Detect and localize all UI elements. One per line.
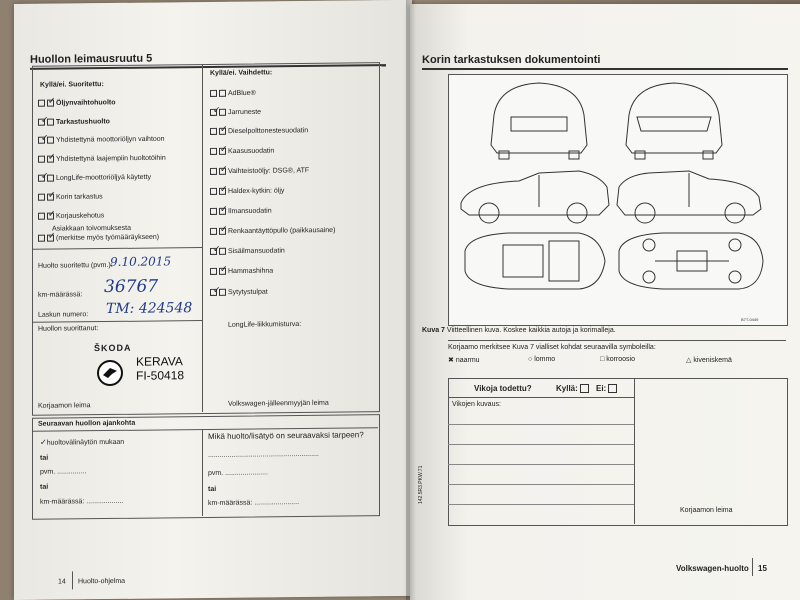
stamp-city: KERAVA — [136, 354, 183, 369]
description-line[interactable] — [448, 484, 634, 485]
checklist-item[interactable]: Sytytystulpat — [210, 288, 268, 296]
col2-header: Kyllä/ei. Vaihdettu: — [210, 69, 273, 77]
right-page-title: Korin tarkastuksen dokumentointi — [422, 54, 601, 66]
checkmark: ✓ — [213, 285, 221, 296]
description-line[interactable] — [448, 464, 634, 465]
figure-caption: Kuva 7 Viitteellinen kuva. Koskee kaikkia autoja ja korimalleja. — [422, 327, 616, 334]
checkmark: ✓ — [48, 231, 56, 242]
checkmark: ✓ — [213, 244, 221, 255]
performer-label: Huollon suorittanut: — [38, 325, 99, 333]
footer-brand: Volkswagen-huolto — [676, 564, 749, 573]
checklist-item[interactable]: Vaihteistoöljy: DSG®, ATF — [210, 167, 309, 175]
figure-code: B7T-0449 — [741, 317, 759, 322]
title-rule — [422, 68, 788, 70]
divider — [448, 397, 634, 398]
legend-stone-chip: △ kiveniskemä — [686, 357, 732, 364]
checklist-item[interactable]: Sisäilmansuodatin — [210, 247, 285, 255]
checklist-item[interactable]: (merkitse myös työmääräykseen) — [38, 233, 159, 242]
checkmark: ✓ — [220, 184, 228, 195]
checklist-item[interactable]: Yhdistettynä laajempiin huoltotöihin — [38, 154, 166, 163]
checklist-item[interactable]: Dieselpolttonestesuodatin — [210, 127, 308, 135]
page-number: 14 — [58, 578, 66, 586]
instruction: Korjaamo merkitsee Kuva 7 vialliset kohdat seuraavilla symboleilla: — [448, 344, 656, 351]
checkmark: ✓ — [220, 144, 228, 155]
no-option[interactable]: Ei: — [596, 384, 619, 393]
left-page-title: Huollon leimausruutu 5 — [30, 52, 153, 66]
car-diagram — [448, 74, 788, 326]
skoda-wordmark: ŠKODA — [94, 342, 132, 354]
skoda-logo-icon — [96, 359, 124, 387]
checklist-item[interactable]: Korin tarkastus — [38, 193, 103, 201]
service-date-value: 9.10.2015 — [110, 254, 172, 269]
description-line[interactable] — [448, 504, 634, 505]
checklist-item[interactable]: Asiakkaan toivomuksesta — [52, 224, 131, 233]
km-value: 36767 — [104, 276, 159, 298]
checkmark: ✓ — [41, 115, 49, 126]
next-service-title: Seuraavan huollon ajankohta — [38, 419, 136, 428]
next-dots: ......................................................... — [208, 450, 319, 459]
col1-header: Kyllä/ei. Suoritettu: — [40, 81, 104, 89]
km-label: km-määrässä: — [38, 291, 83, 299]
stamp-code: FI-50418 — [136, 368, 185, 383]
book-spine — [406, 0, 416, 600]
checkmark: ✓ — [220, 264, 228, 275]
checkmark: ✓ — [48, 96, 56, 107]
divider — [448, 340, 786, 341]
next-km-field[interactable]: km-määrässä: ................... — [40, 497, 124, 506]
yes-option[interactable]: Kyllä: — [556, 384, 591, 393]
checkmark: ✓ — [48, 209, 56, 220]
checklist-item[interactable]: Yhdistettynä moottoriöljyn vaihtoon — [38, 135, 165, 144]
description-line[interactable] — [448, 424, 634, 425]
page-number: 15 — [758, 564, 767, 573]
footer-divider — [752, 558, 753, 576]
checklist-item[interactable]: Jarruneste — [210, 108, 261, 116]
checklist-item[interactable]: LongLife-moottoriöljyä käytetty — [38, 174, 151, 183]
checklist-item[interactable]: Renkaantäyttöpullo (paikkausaine) — [210, 227, 335, 236]
legend-scratch: ✖ naarmu — [448, 357, 480, 364]
invoice-label: Laskun numero: — [38, 311, 89, 319]
longlife-label: LongLife-liikkumisturva: — [228, 320, 302, 329]
checkmark: ✓ — [213, 105, 221, 116]
next-date2-field[interactable]: pvm. ...................... — [208, 469, 268, 477]
checklist-item[interactable]: Hammashihna — [210, 267, 273, 275]
checkmark: ✓ — [41, 133, 49, 144]
checklist-item[interactable]: Öljynvaihtohuolto — [38, 99, 116, 107]
checkmark: ✓ — [220, 124, 228, 135]
table-divider — [202, 64, 203, 412]
service-date-label: Huolto suoritettu (pvm.): — [38, 261, 113, 270]
legend-corrosion: □ korroosio — [600, 356, 635, 363]
next-question: Mikä huolto/lisätyö on seuraavaksi tarpeen? — [208, 430, 364, 441]
checkmark: ✓ — [41, 171, 49, 182]
checkmark: ✓ — [48, 152, 56, 163]
or-label: tai — [40, 483, 49, 491]
divider — [634, 378, 635, 524]
next-interval[interactable]: ✓huoltovälinäytön mukaan — [40, 437, 125, 447]
checklist-item[interactable]: AdBlue® — [210, 89, 256, 97]
right-page — [410, 4, 800, 600]
or-label: tai — [208, 485, 217, 493]
checklist-item[interactable]: Kaasusuodatin — [210, 147, 274, 155]
next-km2-field[interactable]: km-määrässä: ....................... — [208, 499, 300, 507]
checklist-item[interactable]: Haldex-kytkin: öljy — [210, 187, 284, 195]
or-label: tai — [40, 454, 49, 462]
description-label: Vikojen kuvaus: — [452, 401, 501, 408]
checklist-item[interactable]: Ilmansuodatin — [210, 207, 272, 215]
checkmark: ✓ — [220, 224, 228, 235]
footer-divider — [72, 571, 73, 589]
checklist-item[interactable]: Tarkastushuolto — [38, 118, 110, 126]
description-line[interactable] — [448, 444, 634, 445]
checklist-item[interactable]: Korjauskehotus — [38, 212, 104, 220]
workshop-stamp-label: Korjaamon leima — [38, 402, 91, 410]
checkmark: ✓ — [220, 204, 228, 215]
invoice-value: TM: 424548 — [106, 300, 193, 318]
checkmark: ✓ — [220, 164, 228, 175]
legend-dent: ○ lommo — [528, 356, 556, 363]
dealer-stamp-label: Volkswagen-jälleenmyyjän leima — [228, 399, 329, 408]
workshop-stamp-label: Korjaamon leima — [680, 507, 733, 514]
damage-question: Vikoja todettu? — [474, 384, 532, 393]
left-page — [14, 0, 412, 600]
side-code: 142.5R3.PKW.71 — [418, 465, 424, 504]
car-outlines — [449, 75, 787, 325]
footer-text: Huolto-ohjelma — [78, 577, 126, 586]
divider — [202, 429, 203, 516]
checkmark: ✓ — [48, 190, 56, 201]
next-date-field[interactable]: pvm. ............... — [40, 468, 87, 476]
